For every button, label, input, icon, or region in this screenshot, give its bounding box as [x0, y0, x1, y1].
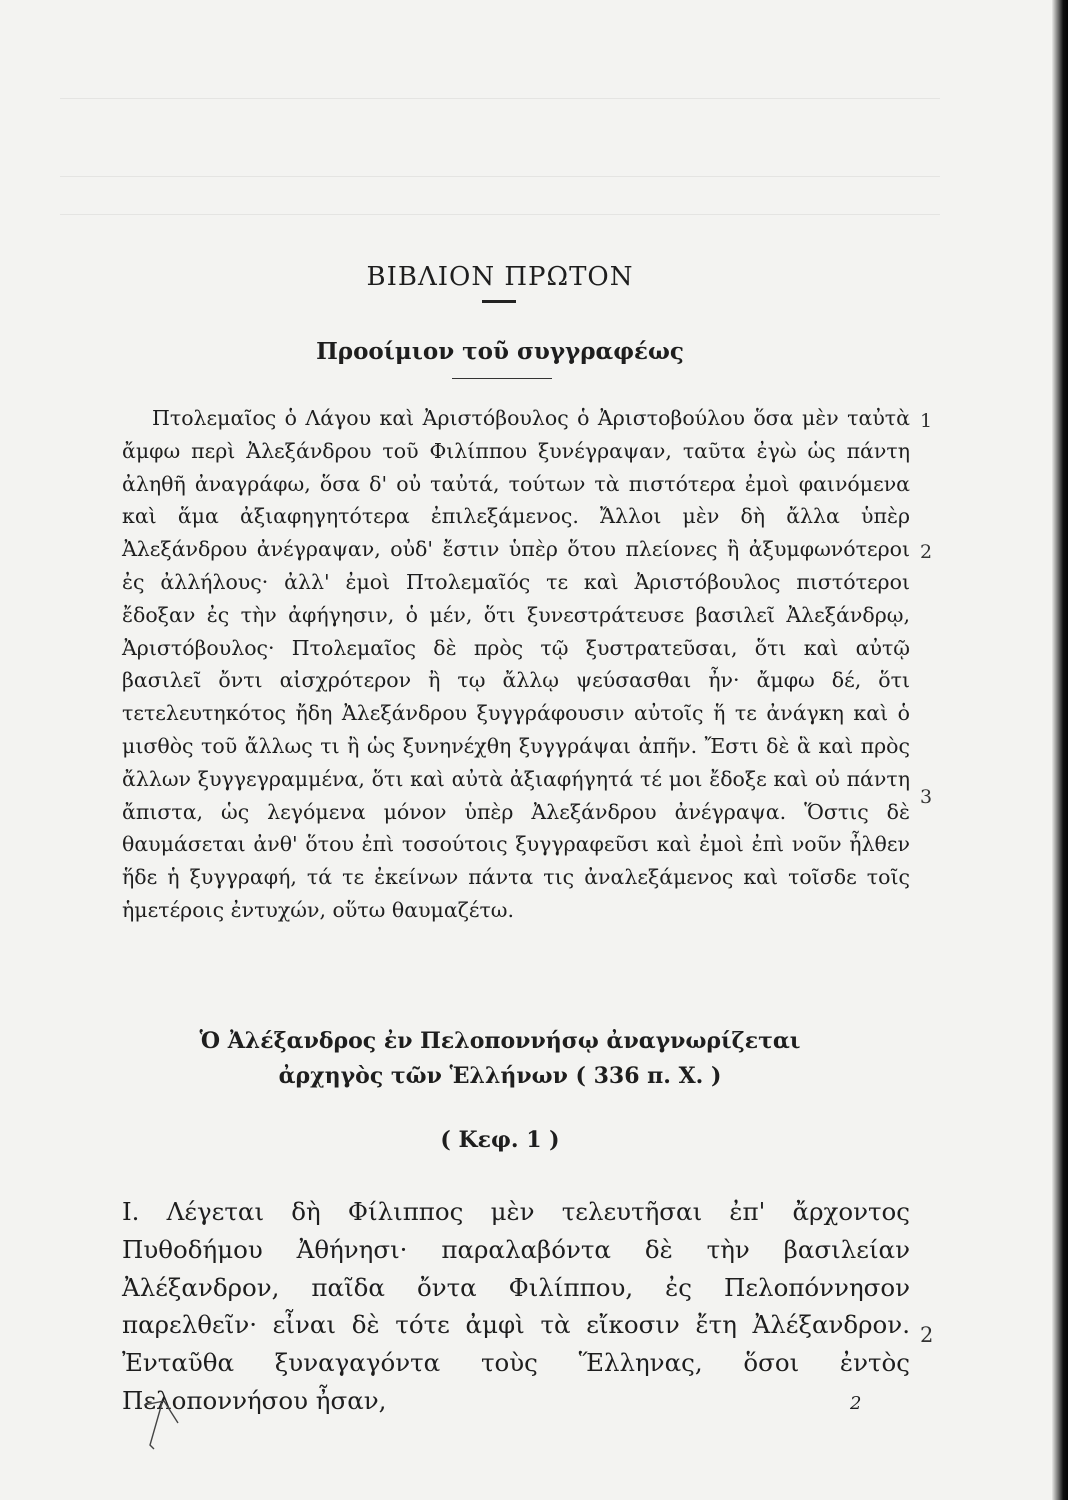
bleed-through-line: [60, 214, 940, 215]
chapter-text: Ι. Λέγεται δὴ Φίλιππος μὲν τελευτῆσαι ἐπ' ἄρχοντος Πυθοδήμου Ἀθήνησι· παραλαβόντα δὲ τὴν βασιλείαν Ἀλέξανδρον, παῖδα ὄντα Φιλίππου, ἐς Πελοπόννησον παρελθεῖν· εἶναι δὲ τότε ἀμφὶ τὰ εἴκοσιν ἔτη Ἀλέξανδρον. Ἐνταῦθα ξυναγαγόντα τοὺς Ἕλληνας, ὅσοι ἐντὸς Πελοποννήσου ἦσαν,: [122, 1197, 910, 1415]
page-edge: [1052, 0, 1068, 1500]
margin-section-number: 1: [920, 410, 933, 432]
page-number: 2: [850, 1393, 862, 1414]
bleed-through-line: [60, 176, 940, 177]
preface-text: Πτολεμαῖος ὁ Λάγου καὶ Ἀριστόβουλος ὁ Ἀριστοβούλου ὅσα μὲν ταὐτὰ ἄμφω περὶ Ἀλεξάνδρου τοῦ Φιλίππου ξυνέγραψαν, ταῦτα ἐγὼ ὡς πάντη ἀληθῆ ἀναγράφω, ὅσα δ' οὐ ταὐτά, τούτων τὰ πιστότερα ἐμοὶ φαινόμενα καὶ ἅμα ἀξιαφηγητότερα ἐπιλεξάμενος. Ἄλλοι μὲν δὴ ἄλλα ὑπὲρ Ἀλεξάνδρου ἀνέγραψαν, οὐδ' ἔστιν ὑπὲρ ὅτου πλείονες ἢ ἀξυμφωνότεροι ἐς ἀλλήλους· ἀλλ' ἐμοὶ Πτολεμαῖός τε καὶ Ἀριστόβουλος πιστότεροι ἔδοξαν ἐς τὴν ἀφήγησιν, ὁ μέν, ὅτι ξυνεστράτευσε βασιλεῖ Ἀλεξάνδρῳ, Ἀριστόβουλος· Πτολεμαῖος δὲ πρὸς τῷ ξυστρατεῦσαι, ὅτι καὶ αὐτῷ βασιλεῖ ὄντι αἰσχρότερον ἢ τῳ ἄλλῳ ψεύσασθαι ἦν· ἄμφω δέ, ὅτι τετελευτηκότος ἤδη Ἀλεξάνδρου ξυγγράφουσιν αὐτοῖς ἥ τε ἀνάγκη καὶ ὁ μισθὸς τοῦ ἄλλως τι ἢ ὡς ξυνηνέχθη ξυγγράψαι ἀπῆν. Ἔστι δὲ ἃ καὶ πρὸς ἄλλων ξυγγεγραμμένα, ὅτι καὶ αὐτὰ ἀξιαφήγητά τέ μοι ἔδοξε καὶ οὐ πάντη ἄπιστα, ὡς λεγόμενα μόνον ὑπὲρ Ἀλεξάνδρου ἀνέγραψα. Ὅστις δὲ θαυμάσεται ἀνθ' ὅτου ἐπὶ τοσούτοις ξυγγραφεῦσι καὶ ἐμοὶ ἐπὶ νοῦν ἦλθεν ἥδε ἡ ξυγγραφή, τά τε ἐκείνων πάντα τις ἀναλεξάμενος καὶ τοῖσδε τοῖς ἡμετέροις ἐντυχών, οὕτω θαυμαζέτω.: [122, 406, 910, 922]
title-rule: [482, 300, 516, 303]
chapter-heading: [0, 1024, 1000, 1094]
pencil-mark-icon: [140, 1395, 190, 1455]
bleed-through-line: [60, 98, 940, 99]
chapter-heading-line: ἀρχηγὸς τῶν Ἑλλήνων ( 336 π. Χ. ): [278, 1063, 722, 1089]
preface-rule: [452, 378, 552, 379]
preface-title: Προοίμιον τοῦ συγγραφέως: [316, 338, 684, 365]
margin-section-number: 2: [920, 541, 933, 563]
book-title: ΒΙΒΛΙΟΝ ΠΡΩΤΟΝ: [366, 262, 634, 292]
margin-section-number: 2: [920, 1323, 934, 1347]
margin-section-number: 3: [920, 786, 933, 808]
chapter-label: ( Κεφ. 1 ): [440, 1127, 560, 1153]
chapter-heading-line: Ὁ Ἀλέξανδρος ἐν Πελοποννήσῳ ἀναγνωρίζεται: [199, 1028, 801, 1054]
